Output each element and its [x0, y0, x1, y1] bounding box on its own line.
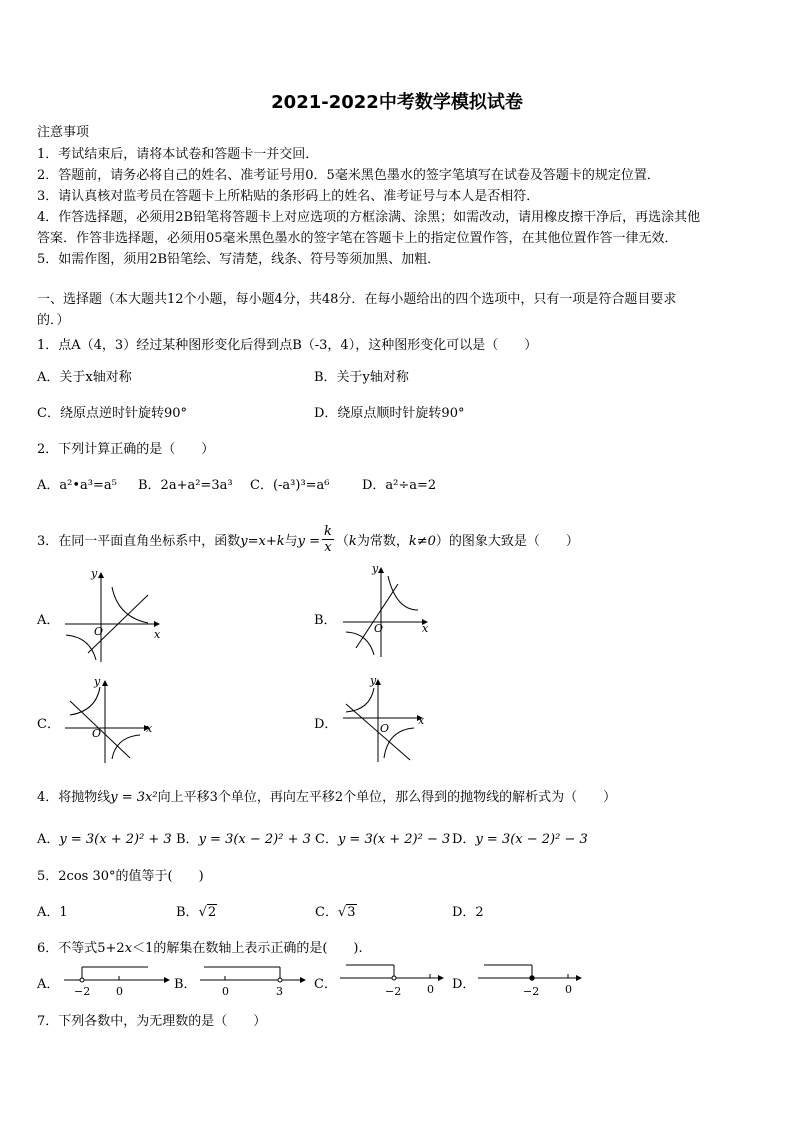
section-heading-cont: 的．） — [37, 313, 70, 328]
notice-item: 1．考试结束后，请将本试卷和答题卡一并交回． — [37, 147, 319, 162]
axis-x-label: x — [422, 622, 429, 635]
q3-fraction-den: x — [324, 540, 332, 555]
q5-option-b-label: B． — [176, 905, 199, 920]
q3-graph-b — [338, 560, 438, 660]
notice-heading: 注意事项 — [37, 125, 90, 140]
question-5-stem: 5．2cos 30°的值等于( ) — [37, 869, 204, 884]
axis-x-label: x — [418, 714, 425, 727]
q5-option-c-radicand: 3 — [347, 905, 356, 920]
sqrt-symbol: √ — [198, 905, 207, 920]
q4-option-c-expr: y = 3(x + 2)² − 3 — [337, 832, 451, 847]
tick-label: 0 — [222, 985, 229, 998]
q5-option-a: A．1 — [37, 905, 68, 920]
q6-option-b-label: B． — [174, 977, 197, 992]
q4-option-a-label: A． — [37, 832, 60, 847]
origin-label: O — [94, 625, 104, 638]
q3-stem-part: ）的图象大致是（ ） — [435, 534, 579, 549]
q5-option-c — [315, 901, 357, 920]
axis-x-label: x — [154, 628, 161, 641]
q1-option-c: C．绕原点逆时针旋转90° — [37, 406, 187, 421]
origin-label: O — [380, 722, 390, 735]
tick-label: 0 — [116, 985, 123, 998]
axis-x-label: x — [146, 722, 153, 735]
q2-option-c: C．(-a³)³=a⁶ — [250, 478, 330, 493]
q3-option-a-label: A． — [37, 613, 60, 628]
q5-option-b — [176, 901, 217, 920]
q6-numberline-d — [476, 960, 586, 998]
origin-label: O — [374, 622, 384, 635]
q1-option-a: A．关于x轴对称 — [37, 370, 132, 385]
q4-option-b — [176, 828, 311, 847]
q5-option-b-radicand: 2 — [207, 905, 217, 920]
tick-label: −2 — [523, 985, 540, 998]
q3-fraction-num: k — [324, 524, 332, 539]
q3-k-ne: k≠0 — [408, 534, 436, 549]
q3-func2-y: y = — [297, 534, 321, 549]
q5-option-d: D．2 — [452, 905, 484, 920]
q6-stem-part: ＜1的解集在数轴上表示正确的是( ). — [132, 941, 363, 956]
q3-stem-part: （ — [335, 534, 349, 549]
axis-y-label: y — [372, 562, 379, 575]
q4-option-b-label: B． — [176, 832, 199, 847]
q4-option-c-label: C． — [315, 832, 338, 847]
question-4-stem — [37, 786, 616, 805]
q4-stem-part: 4．将抛物线 — [37, 790, 111, 805]
q4-option-a-expr: y = 3(x + 2)² + 3 — [59, 832, 172, 847]
tick-label: −2 — [385, 985, 402, 998]
q3-option-c-label: C． — [37, 717, 60, 732]
q3-k: k — [348, 534, 357, 549]
q3-graph-c — [60, 673, 160, 773]
q4-option-d-label: D． — [452, 832, 476, 847]
q3-fraction — [322, 524, 334, 555]
q4-stem-part: 向上平移3个单位，再向左平移2个单位，那么得到的抛物线的解析式为（ ） — [157, 790, 617, 805]
q4-option-d-expr: y = 3(x − 2)² − 3 — [475, 832, 588, 847]
page-title: 2021-2022中考数学模拟试卷 — [271, 92, 523, 113]
question-2-stem: 2．下列计算正确的是（ ） — [37, 442, 215, 457]
q3-func1: y=x+k — [240, 534, 285, 549]
tick-label: −2 — [74, 985, 91, 998]
q2-option-d: D．a²÷a=2 — [362, 478, 437, 493]
notice-item: 4．作答选择题，必须用2B铅笔将答题卡上对应选项的方框涂满、涂黑；如需改动，请用橡皮擦干净后，再选涂其他 — [37, 210, 701, 225]
q2-option-a: A．a²•a³=a⁵ — [37, 478, 117, 493]
axis-y-label: y — [94, 675, 101, 688]
q6-stem-part: 6．不等式5+2 — [37, 941, 125, 956]
q6-numberline-a — [62, 962, 172, 998]
q5-option-c-label: C． — [315, 905, 338, 920]
q4-option-a — [37, 828, 172, 847]
q3-option-b-label: B． — [314, 613, 337, 628]
q3-stem-part: 3．在同一平面直角坐标系中，函数 — [37, 534, 241, 549]
q6-var: x — [124, 941, 133, 956]
q6-option-a-label: A． — [37, 977, 60, 992]
q6-numberline-b — [198, 962, 308, 998]
tick-label: 0 — [427, 983, 434, 996]
notice-item: 2．答题前，请务必将自己的姓名、准考证号用0．5毫米黑色墨水的签字笔填写在试卷及答题卡的规定位置． — [37, 168, 660, 183]
section-heading: 一、选择题（本大题共12个小题，每小题4分，共48分．在每小题给出的四个选项中，只有一项是符合题目要求 — [37, 292, 677, 307]
question-7-stem: 7．下列各数中，为无理数的是（ ） — [37, 1014, 267, 1029]
q4-expr: y = 3x² — [110, 790, 158, 805]
q3-stem-part: 与 — [284, 534, 298, 549]
axis-y-label: y — [91, 567, 98, 580]
q3-option-d-label: D． — [314, 717, 338, 732]
q3-graph-a — [60, 565, 165, 665]
tick-label: 0 — [565, 983, 572, 996]
q3-graph-d — [338, 672, 438, 772]
q6-numberline-c — [338, 960, 448, 998]
q4-option-d — [452, 828, 588, 847]
notice-item: 3．请认真核对监考员在答题卡上所粘贴的条形码上的姓名、准考证号与本人是否相符． — [37, 189, 540, 204]
q1-option-d: D．绕原点顺时针旋转90° — [314, 406, 465, 421]
q6-option-c-label: C． — [314, 977, 337, 992]
question-6-stem — [37, 937, 363, 956]
notice-item: 答案．作答非选择题，必须用05毫米黑色墨水的签字笔在答题卡上的指定位置作答，在其他位置作答一律无效． — [37, 231, 678, 246]
axis-y-label: y — [370, 674, 377, 687]
q1-option-b: B．关于y轴对称 — [314, 370, 409, 385]
q4-option-b-expr: y = 3(x − 2)² + 3 — [198, 832, 311, 847]
q2-option-b: B．2a+a²=3a³ — [138, 478, 233, 493]
origin-label: O — [92, 727, 102, 740]
question-1-stem: 1．点A（4，3）经过某种图形变化后得到点B（-3，4），这种图形变化可以是（ ） — [37, 338, 538, 353]
q3-stem-part: 为常数， — [356, 534, 409, 549]
sqrt-symbol: √ — [337, 905, 347, 920]
q4-option-c — [315, 828, 450, 847]
q6-option-d-label: D． — [452, 977, 476, 992]
notice-item: 5．如需作图，须用2B铅笔绘、写清楚，线条、符号等须加黑、加粗． — [37, 252, 441, 267]
question-3-stem — [37, 526, 579, 557]
tick-label: 3 — [276, 985, 283, 998]
